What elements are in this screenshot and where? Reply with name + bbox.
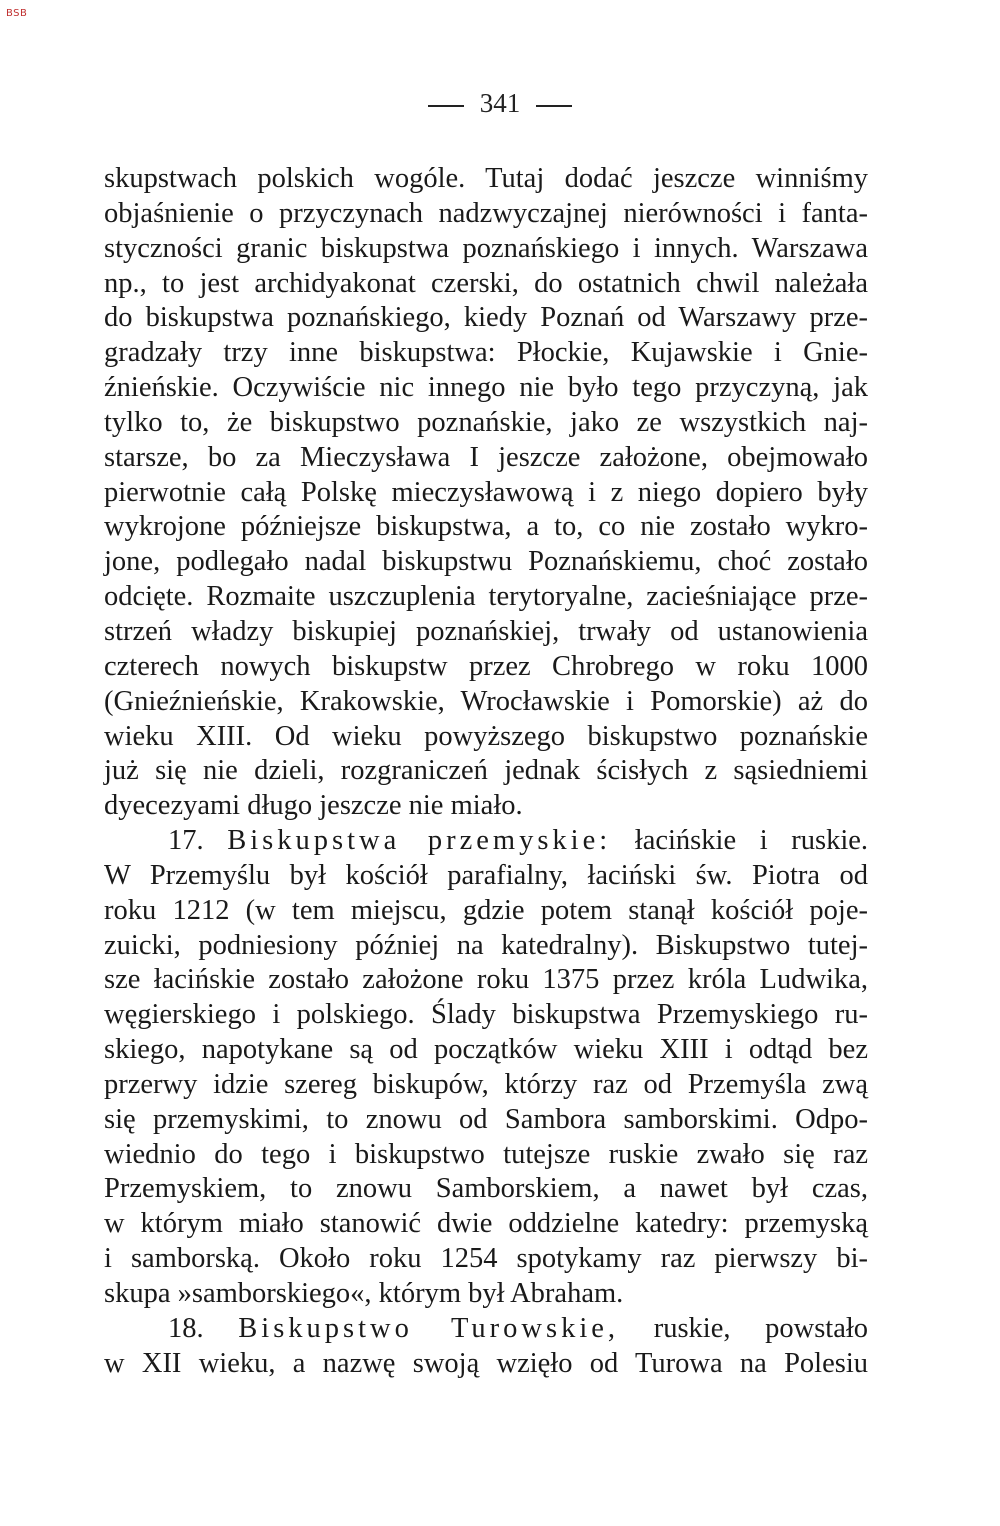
text-line: roku 1212 (w tem miejscu, gdzie potem stanął kościół poje- <box>104 894 868 926</box>
text-line: skupa »samborskiego«, którym był Abraham. <box>104 1278 624 1309</box>
body-text <box>104 162 868 1382</box>
text-line: sze łacińskie zostało założone roku 1375 przez króla Ludwika, <box>104 964 868 996</box>
text-line: W Przemyślu był kościół parafialny, łaciński św. Piotra od <box>104 859 868 891</box>
page-number-header <box>0 88 1000 119</box>
text-line: źnieńskie. Oczywiście nic innego nie było tego przyczyną, jak <box>104 372 868 404</box>
text-line: wykrojone późniejsze biskupstwa, a to, co nie zostało wykro- <box>104 511 868 543</box>
text-line: już się nie dzieli, rozgraniczeń jednak ścisłych z sąsiedniemi <box>104 755 868 787</box>
text-line: starsze, bo za Mieczysława I jeszcze założone, obejmowało <box>104 441 868 473</box>
text-line: się przemyskimi, to znowu od Sambora samborskimi. Odpo- <box>104 1103 868 1135</box>
text-line: jone, podlegało nadal biskupstwu Poznańskiemu, choć zostało <box>104 546 868 578</box>
text-line: węgierskiego i polskiego. Ślady biskupstwa Przemyskiego ru- <box>104 999 868 1031</box>
section-title: Biskupstwa przemyskie: <box>227 825 612 857</box>
text-line: przerwy idzie szereg biskupów, którzy raz od Przemyśla zwą <box>104 1068 868 1100</box>
text-line: (Gnieźnieńskie, Krakowskie, Wrocławskie i Pomorskie) aż do <box>104 685 868 717</box>
text-line: objaśnienie o przyczynach nadzwyczajnej nierówności i fanta- <box>104 197 868 229</box>
text-line: w którym miało stanowić dwie oddzielne katedry: przemyską <box>104 1208 868 1240</box>
text-line: pierwotnie całą Polskę mieczysławową i z niego dopiero były <box>104 476 868 508</box>
section-subtitle: ruskie, powstało <box>653 1312 869 1344</box>
text-line: strzeń władzy biskupiej poznańskiej, trwały od ustanowienia <box>104 615 868 647</box>
text-line: np., to jest archidyakonat czerski, do ostatnich chwil należała <box>104 267 868 299</box>
library-stamp: BSB <box>6 8 28 19</box>
text-line: styczności granic biskupstwa poznańskiego i innych. Warszawa <box>104 232 868 264</box>
text-line: dyecezyami długo jeszcze nie miało. <box>104 790 523 822</box>
text-line: czterech nowych biskupstw przez Chrobrego w roku 1000 <box>104 650 868 682</box>
section-subtitle: łacińskie i ruskie. <box>634 825 869 857</box>
right-dash <box>536 105 572 107</box>
text-line: w XII wieku, a nazwę swoją wzięło od Turowa na Polesiu <box>104 1347 868 1379</box>
left-dash <box>428 105 464 107</box>
text-line: zuicki, podniesiony później na katedralny). Biskupstwo tutej- <box>104 929 868 961</box>
text-line: wieku XIII. Od wieku powyższego biskupstwo poznańskie <box>104 720 868 752</box>
text-line: tylko to, że biskupstwo poznańskie, jako ze wszystkich naj- <box>104 406 868 438</box>
text-line: i samborską. Około roku 1254 spotykamy raz pierwszy bi- <box>104 1243 868 1275</box>
section-number: 18. <box>168 1312 204 1344</box>
text-line: odcięte. Rozmaite uszczuplenia terytoryalne, zacieśniające prze- <box>104 581 868 613</box>
text-line: gradzały trzy inne biskupstwa: Płockie, Kujawskie i Gnie- <box>104 337 868 369</box>
section-number: 17. <box>168 825 204 857</box>
text-line: do biskupstwa poznańskiego, kiedy Poznań od Warszawy prze- <box>104 302 868 334</box>
page-number: 341 <box>479 88 521 118</box>
section-heading-17 <box>104 824 868 859</box>
section-title: Biskupstwo Turowskie, <box>238 1312 620 1344</box>
text-line: Przemyskiem, to znowu Samborskiem, a nawet był czas, <box>104 1173 868 1205</box>
text-line: wiednio do tego i biskupstwo tutejsze ruskie zwało się raz <box>104 1138 868 1170</box>
text-line: skupstwach polskich wogóle. Tutaj dodać jeszcze winniśmy <box>104 163 868 194</box>
section-heading-18 <box>104 1312 868 1347</box>
text-line: skiego, napotykane są od początków wieku XIII i odtąd bez <box>104 1034 868 1066</box>
